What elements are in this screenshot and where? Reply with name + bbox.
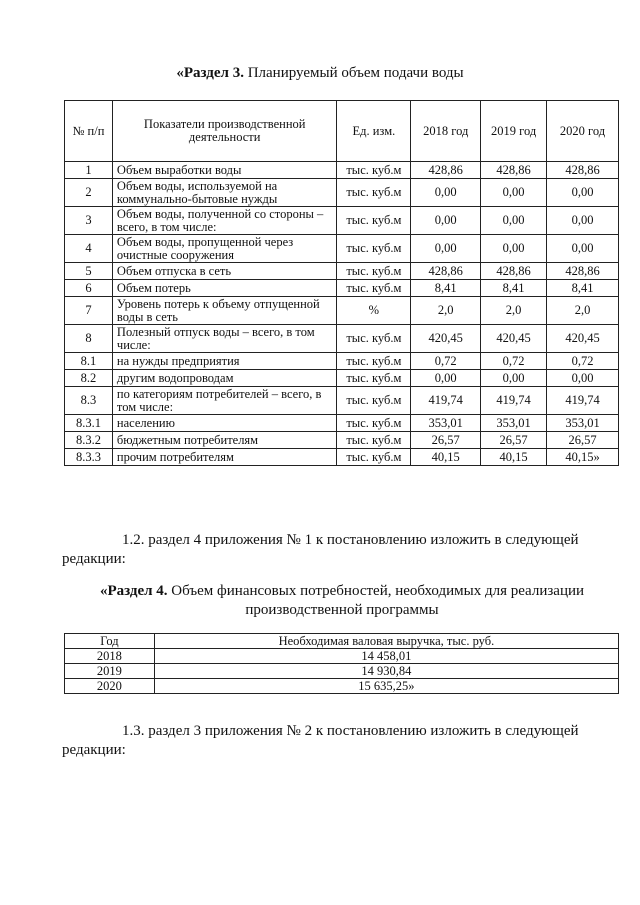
table-row xyxy=(65,263,619,280)
header-year: Год xyxy=(65,634,155,649)
row-unit: тыс. куб.м xyxy=(337,179,411,207)
row-value-2018: 0,00 xyxy=(411,179,481,207)
row-unit: тыс. куб.м xyxy=(337,325,411,353)
row-unit: тыс. куб.м xyxy=(337,162,411,179)
row-value-2018: 2,0 xyxy=(411,297,481,325)
table-row xyxy=(65,679,619,694)
row-indicator: Объем потерь xyxy=(112,280,337,297)
row-value-2020: 26,57 xyxy=(547,432,619,449)
table-row xyxy=(65,179,619,207)
row-value-2018: 353,01 xyxy=(411,415,481,432)
row-value-2018: 420,45 xyxy=(411,325,481,353)
row-value-2018: 428,86 xyxy=(411,162,481,179)
row-number: 2 xyxy=(65,179,113,207)
table-row xyxy=(65,325,619,353)
row-value-2019: 428,86 xyxy=(481,263,547,280)
header-2019: 2019 год xyxy=(481,101,547,162)
row-unit: тыс. куб.м xyxy=(337,449,411,466)
row-value-2020: 40,15» xyxy=(547,449,619,466)
section4-title-text: Объем финансовых потребностей, необходимых для реализации производственной программы xyxy=(167,583,585,618)
row-value-2019: 40,15 xyxy=(481,449,547,466)
row-unit: тыс. куб.м xyxy=(337,353,411,370)
financial-needs-table xyxy=(64,633,619,694)
header-revenue: Необходимая валовая выручка, тыс. руб. xyxy=(154,634,618,649)
row-indicator: населению xyxy=(112,415,337,432)
row-number: 8.3.3 xyxy=(65,449,113,466)
row-unit: тыс. куб.м xyxy=(337,387,411,415)
row-value-2018: 40,15 xyxy=(411,449,481,466)
row-number: 8.3.2 xyxy=(65,432,113,449)
row-value-2019: 8,41 xyxy=(481,280,547,297)
row-number: 8.2 xyxy=(65,370,113,387)
row-number: 7 xyxy=(65,297,113,325)
row-unit: тыс. куб.м xyxy=(337,415,411,432)
row-number: 8.3.1 xyxy=(65,415,113,432)
table-row xyxy=(65,370,619,387)
row-indicator: по категориям потребителей – всего, в том числе: xyxy=(112,387,337,415)
row-indicator: Объем воды, используемой на коммунально-бытовые нужды xyxy=(112,179,337,207)
row-indicator: Объем отпуска в сеть xyxy=(112,263,337,280)
row-value-2018: 0,00 xyxy=(411,207,481,235)
section3-title-bold: «Раздел 3. xyxy=(176,65,244,81)
table-row xyxy=(65,297,619,325)
row-unit: тыс. куб.м xyxy=(337,280,411,297)
row-value-2019: 419,74 xyxy=(481,387,547,415)
row-unit: тыс. куб.м xyxy=(337,235,411,263)
table-row xyxy=(65,353,619,370)
row-value-2020: 420,45 xyxy=(547,325,619,353)
row-indicator: другим водопроводам xyxy=(112,370,337,387)
row-revenue: 15 635,25» xyxy=(154,679,618,694)
row-value-2018: 26,57 xyxy=(411,432,481,449)
row-revenue: 14 458,01 xyxy=(154,649,618,664)
table-row xyxy=(65,162,619,179)
row-indicator: Уровень потерь к объему отпущенной воды в сеть xyxy=(112,297,337,325)
row-indicator: прочим потребителям xyxy=(112,449,337,466)
row-number: 5 xyxy=(65,263,113,280)
paragraph-1-2: 1.2. раздел 4 приложения № 1 к постановлению изложить в следующей редакции: xyxy=(62,532,579,567)
row-value-2018: 0,00 xyxy=(411,370,481,387)
table-row xyxy=(65,415,619,432)
row-year: 2018 xyxy=(65,649,155,664)
table-header-row xyxy=(65,101,619,162)
row-value-2019: 353,01 xyxy=(481,415,547,432)
row-unit: тыс. куб.м xyxy=(337,370,411,387)
row-value-2020: 0,00 xyxy=(547,235,619,263)
table-row xyxy=(65,280,619,297)
row-revenue: 14 930,84 xyxy=(154,664,618,679)
row-value-2019: 428,86 xyxy=(481,162,547,179)
row-value-2020: 0,00 xyxy=(547,207,619,235)
row-indicator: Объем воды, полученной со стороны – всего, в том числе: xyxy=(112,207,337,235)
row-value-2019: 0,00 xyxy=(481,179,547,207)
header-unit: Ед. изм. xyxy=(337,101,411,162)
section4-title-bold: «Раздел 4. xyxy=(99,583,168,599)
row-indicator: бюджетным потребителям xyxy=(112,432,337,449)
table-row xyxy=(65,432,619,449)
row-number: 6 xyxy=(65,280,113,297)
row-value-2018: 8,41 xyxy=(411,280,481,297)
row-year: 2020 xyxy=(65,679,155,694)
row-value-2019: 0,00 xyxy=(481,207,547,235)
row-value-2020: 8,41 xyxy=(547,280,619,297)
row-value-2020: 2,0 xyxy=(547,297,619,325)
row-value-2020: 353,01 xyxy=(547,415,619,432)
row-number: 8 xyxy=(65,325,113,353)
table-row xyxy=(65,449,619,466)
section3-title-text: Планируемый объем подачи воды xyxy=(243,65,464,81)
header-2018: 2018 год xyxy=(411,101,481,162)
table-row xyxy=(65,235,619,263)
row-indicator: на нужды предприятия xyxy=(112,353,337,370)
row-indicator: Полезный отпуск воды – всего, в том числе: xyxy=(112,325,337,353)
row-value-2018: 428,86 xyxy=(411,263,481,280)
header-indicator: Показатели производственной деятельности xyxy=(112,101,337,162)
row-indicator: Объем воды, пропущенной через очистные сооружения xyxy=(112,235,337,263)
table-row xyxy=(65,664,619,679)
row-number: 8.3 xyxy=(65,387,113,415)
section4-title xyxy=(62,582,622,620)
row-unit: тыс. куб.м xyxy=(337,207,411,235)
row-value-2020: 428,86 xyxy=(547,263,619,280)
paragraph-1-3: 1.3. раздел 3 приложения № 2 к постановлению изложить в следующей редакции: xyxy=(62,723,579,758)
row-number: 8.1 xyxy=(65,353,113,370)
water-supply-table xyxy=(64,100,619,466)
row-unit: тыс. куб.м xyxy=(337,432,411,449)
section3-title xyxy=(0,65,640,82)
table-header-row xyxy=(65,634,619,649)
row-value-2019: 0,00 xyxy=(481,235,547,263)
row-value-2020: 0,00 xyxy=(547,179,619,207)
row-value-2019: 0,00 xyxy=(481,370,547,387)
row-value-2020: 0,00 xyxy=(547,370,619,387)
row-value-2019: 2,0 xyxy=(481,297,547,325)
header-2020: 2020 год xyxy=(547,101,619,162)
row-value-2020: 0,72 xyxy=(547,353,619,370)
row-indicator: Объем выработки воды xyxy=(112,162,337,179)
row-value-2019: 420,45 xyxy=(481,325,547,353)
header-number: № п/п xyxy=(65,101,113,162)
row-number: 4 xyxy=(65,235,113,263)
row-unit: % xyxy=(337,297,411,325)
row-value-2018: 419,74 xyxy=(411,387,481,415)
table-row xyxy=(65,387,619,415)
row-year: 2019 xyxy=(65,664,155,679)
row-value-2018: 0,00 xyxy=(411,235,481,263)
row-value-2020: 419,74 xyxy=(547,387,619,415)
table-row xyxy=(65,649,619,664)
row-value-2019: 0,72 xyxy=(481,353,547,370)
row-value-2019: 26,57 xyxy=(481,432,547,449)
row-value-2020: 428,86 xyxy=(547,162,619,179)
table-row xyxy=(65,207,619,235)
row-value-2018: 0,72 xyxy=(411,353,481,370)
row-number: 1 xyxy=(65,162,113,179)
row-unit: тыс. куб.м xyxy=(337,263,411,280)
row-number: 3 xyxy=(65,207,113,235)
